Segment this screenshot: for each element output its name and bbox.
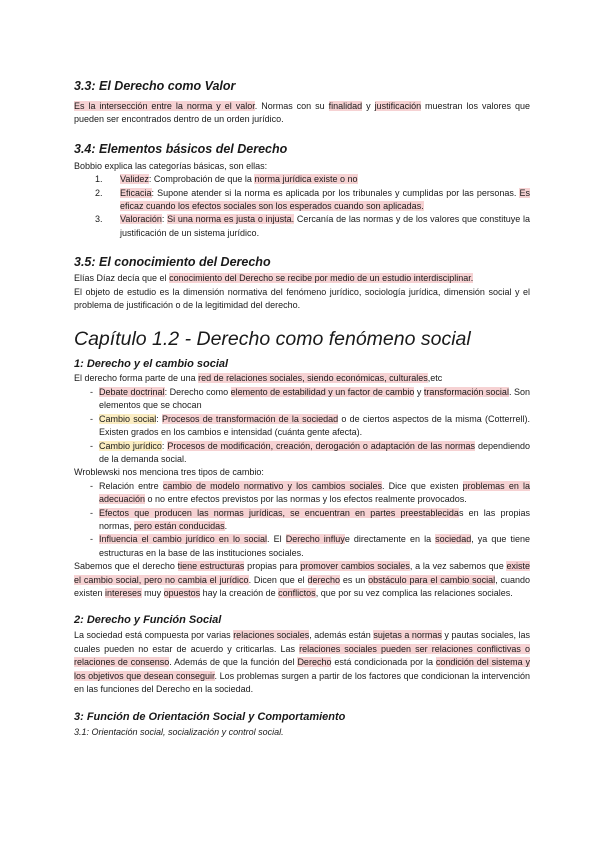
text: : — [161, 440, 168, 451]
text: Relación entre — [99, 480, 163, 491]
section-heading-3-3: 3.3: El Derecho como Valor — [74, 79, 236, 93]
change-types-list — [74, 480, 530, 560]
highlight: Cambio jurídico — [99, 440, 162, 451]
text: . — [224, 520, 228, 531]
highlight: justificación — [374, 101, 422, 111]
highlight: promover cambios sociales — [300, 561, 410, 572]
highlight: Si una norma es justa o injusta. — [167, 214, 295, 225]
chapter-title: Capítulo 1.2 - Derecho como fenómeno social — [74, 328, 471, 351]
paragraph-summary — [74, 560, 530, 600]
highlight: Valoración — [120, 214, 162, 225]
text: . Son elementos que se chocan — [99, 386, 530, 411]
text: s en las propias normas, — [99, 507, 530, 531]
text: . Normas con su — [254, 101, 329, 111]
paragraph-3-3 — [74, 100, 530, 127]
paragraph-wroblewski: Wroblewski nos menciona tres tipos de cambio: — [74, 467, 264, 478]
highlight: pero están conducidas — [134, 520, 225, 531]
text: y — [362, 101, 375, 111]
highlight: Derecho influy — [285, 534, 345, 545]
highlight: elemento de estabilidad y un factor de cambio — [230, 386, 415, 397]
list-item — [74, 386, 530, 413]
list-item — [74, 507, 530, 534]
list-number: 2. — [95, 187, 103, 198]
text: está condicionada por la — [331, 657, 436, 668]
change-concepts-list — [74, 386, 530, 466]
highlight: cambio de modelo normativo y los cambios sociales — [162, 480, 382, 491]
text: : Derecho como — [164, 386, 231, 397]
highlight: relaciones sociales pueden ser relaciones conflictivas o relaciones de consenso — [74, 643, 530, 668]
text: : — [161, 214, 168, 225]
text: , además están — [309, 630, 374, 641]
text: o de ciertos aspectos de la misma (Cotterrell). Existen grados en los cambios e intensidad (cuánta gente afecta). — [99, 413, 530, 438]
text: , ya que tiene estructuras en la base de las instituciones sociales. — [99, 534, 530, 558]
subsection-heading-3: 3: Función de Orientación Social y Comportamiento — [74, 711, 346, 724]
highlight: relaciones sociales — [233, 630, 310, 641]
list-item — [74, 440, 530, 467]
text: : — [156, 413, 162, 424]
highlight: existe el cambio social, pero no cambia el jurídico — [74, 561, 530, 585]
highlight: Debate doctrinal — [99, 386, 165, 397]
text: hay la creación de — [200, 587, 279, 598]
section-heading-3-4: 3.4: Elementos básicos del Derecho — [74, 141, 288, 156]
highlight: transformación social — [423, 386, 509, 397]
basic-elements-list — [74, 173, 530, 240]
text: ,etc — [427, 373, 443, 384]
text: o no entre efectos previstos por las normas y los efectos realmente provocados. — [145, 494, 467, 505]
paragraph-3-5b: El objeto de estudio es la dimensión normativa del fenómeno jurídico, sociología jurídica, dimensión social y el problema de justificación o de la legitimidad del derecho. — [74, 286, 530, 311]
highlight: Validez — [120, 174, 149, 185]
paragraph-intro-1 — [74, 372, 530, 385]
text: . Además de que la función del — [169, 657, 298, 668]
highlight: Eficacia — [120, 187, 152, 198]
highlight: red de relaciones sociales, siendo económicas, culturales — [198, 373, 428, 384]
highlight: Procesos de transformación de la sociedad — [161, 413, 339, 424]
highlight: conflictos — [278, 587, 316, 598]
subsection-heading-2: 2: Derecho y Función Social — [74, 614, 222, 627]
text: . Los problemas surgen a partir de los factores que condicionan la intervención en las funciones del Derecho en la sociedad. — [74, 670, 530, 694]
dash-marker: - — [90, 507, 93, 518]
text: : Comprobación de que la — [148, 174, 255, 185]
highlight: sujetas a normas — [373, 630, 442, 641]
text: dependiendo de la demanda social. — [99, 440, 530, 464]
highlight: condición del sistema y los objetivos que desean conseguir — [74, 657, 530, 681]
text: es un — [340, 574, 369, 585]
highlight: finalidad — [328, 101, 363, 111]
dash-marker: - — [90, 534, 93, 545]
text: El derecho forma parte de una — [74, 373, 199, 384]
highlight: Cambio social — [99, 413, 157, 424]
highlight: derecho — [307, 574, 341, 585]
text: y pautas sociales, las cuales pueden no estar de acuerdo y criticarlas. Las — [74, 630, 530, 654]
highlight: Influencia el cambio jurídico en lo social — [99, 534, 268, 545]
highlight: tiene estructuras — [177, 561, 245, 572]
list-item — [74, 187, 530, 214]
highlight: opuestos — [163, 587, 201, 598]
highlight: Es la intersección entre la norma y el valor — [74, 101, 255, 111]
highlight: conocimiento del Derecho se recibe por medio de un estudio interdisciplinar. — [169, 273, 474, 284]
highlight: problemas en la adecuación — [99, 480, 530, 505]
highlight: Es eficaz cuando los efectos sociales son los esperados cuando son aplicadas. — [120, 187, 530, 212]
text: : Supone atender si la norma es aplicada por los tribunales y cumplidas por las personas. — [151, 187, 520, 198]
text: Sabemos que el derecho — [74, 561, 178, 572]
highlight: norma jurídica existe o no — [254, 174, 358, 185]
list-item — [74, 213, 530, 240]
text: , a la vez sabemos que — [409, 561, 507, 572]
text: y — [414, 386, 424, 397]
text: . Dicen que el — [248, 574, 308, 585]
dash-marker: - — [90, 386, 93, 397]
dash-marker: - — [90, 440, 93, 451]
highlight: sociedad — [435, 534, 472, 545]
list-item — [74, 413, 530, 440]
list-item — [74, 480, 530, 507]
highlight: Derecho — [297, 657, 332, 668]
text: Cercanía de las normas y de los valores que constituye la justificación de un sistema jurídico. — [120, 214, 530, 238]
text: , cuando existen — [74, 574, 530, 598]
text: e directamente en la — [344, 534, 436, 545]
list-number: 3. — [95, 214, 103, 225]
subsection-line-3-1: 3.1: Orientación social, socialización y control social. — [74, 727, 284, 738]
list-number: 1. — [95, 174, 103, 185]
paragraph-function — [74, 629, 530, 696]
text: propias para — [244, 561, 301, 572]
highlight: Efectos que producen las normas jurídicas, se encuentran en partes preestablecida — [99, 507, 459, 518]
text: La sociedad está compuesta por varias — [74, 630, 234, 641]
text: . El — [267, 534, 286, 545]
list-item — [74, 533, 530, 560]
text: . Dice que existen — [382, 480, 463, 491]
paragraph-intro: Bobbio explica las categorías básicas, son ellas: — [74, 160, 268, 171]
paragraph-3-5a — [74, 272, 530, 285]
dash-marker: - — [90, 413, 93, 424]
dash-marker: - — [90, 480, 93, 491]
text: muy — [141, 587, 164, 598]
highlight: obstáculo para el cambio social — [368, 574, 496, 585]
list-item — [74, 173, 530, 186]
document-page — [74, 78, 530, 740]
text: Elías Díaz decía que el — [74, 273, 170, 284]
text: , que por su vez complica las relaciones sociales. — [315, 587, 513, 598]
subsection-heading-1: 1: Derecho y el cambio social — [74, 358, 229, 371]
text: muestran los valores que pueden ser encontrados dentro de un orden jurídico. — [74, 101, 530, 125]
highlight: intereses — [105, 587, 142, 598]
highlight: Procesos de modificación, creación, derogación o adaptación de las normas — [167, 440, 476, 451]
section-heading-3-5: 3.5: El conocimiento del Derecho — [74, 255, 271, 270]
